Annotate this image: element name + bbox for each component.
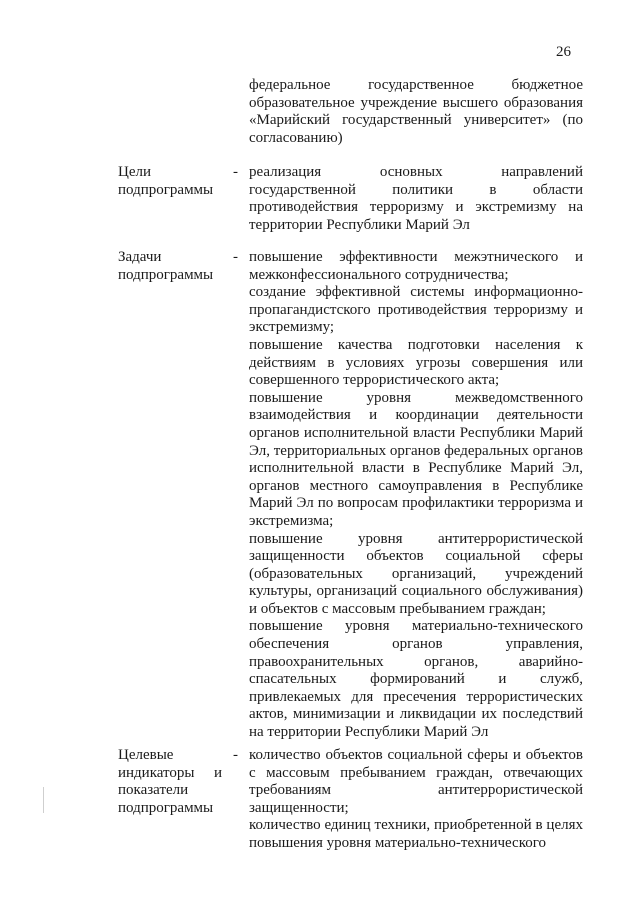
intro-block [249,77,583,147]
content-paragraph: повышение эффективности межэтнического и межконфессионального сотрудничества; [249,249,583,283]
section-label: Цели подпрограммы [118,164,214,198]
dash-separator: - [233,249,238,265]
section-content [249,249,583,742]
content-paragraph: количество единиц техники, приобретенной в целях повышения уровня материально-технического [249,817,583,851]
section-label: Целевые индикаторы и показатели подпрограммы [118,747,222,816]
content-paragraph: создание эффективной системы информационно-пропагандистского противодействия терроризму и экстремизму; [249,284,583,336]
content-paragraph: повышение качества подготовки населения к действиям в условиях угрозы совершения или совершенного террористического акта; [249,336,583,389]
dash-separator: - [233,747,238,763]
content-paragraph: повышение уровня антитеррористической защищенности объектов социальной сферы (образовательных организаций, учреждений культуры, организаций социального обслуживания) и объектов с массовым пребыванием граждан; [249,530,583,617]
intro-text: федеральное государственное бюджетное образовательное учреждение высшего образования «Марийский государственный университет» (по согласованию) [249,77,583,146]
content-paragraph: повышение уровня материально-технического обеспечения органов управления, правоохранительных органов, аварийно-спасательных формирований и служб, привлекаемых для пресечения террористических актов, минимизации и ликвидации их последствий на территории Республики Марий Эл [249,618,583,741]
section-content [249,747,583,853]
dash-separator: - [233,164,238,180]
content-paragraph: количество объектов социальной сферы и объектов с массовым пребыванием граждан, отвечающих требованиям антитеррористической защищенности; [249,747,583,816]
content-paragraph: повышение уровня межведомственного взаимодействия и координации деятельности органов исполнительной власти Республики Марий Эл, территориальных органов федеральных органов исполнительной власти в Республике Марий Эл, органов местного самоуправления в Республике Марий Эл по вопросам профилактики терроризма и экстремизма; [249,389,583,529]
section-label: Задачи подпрограммы [118,249,214,283]
page-number: 26 [556,44,571,60]
section-content [249,164,583,234]
content-paragraph: реализация основных направлений государственной политики в области противодействия терроризму и экстремизму на территории Республики Марий Эл [249,164,583,233]
scan-artifact [43,787,44,813]
